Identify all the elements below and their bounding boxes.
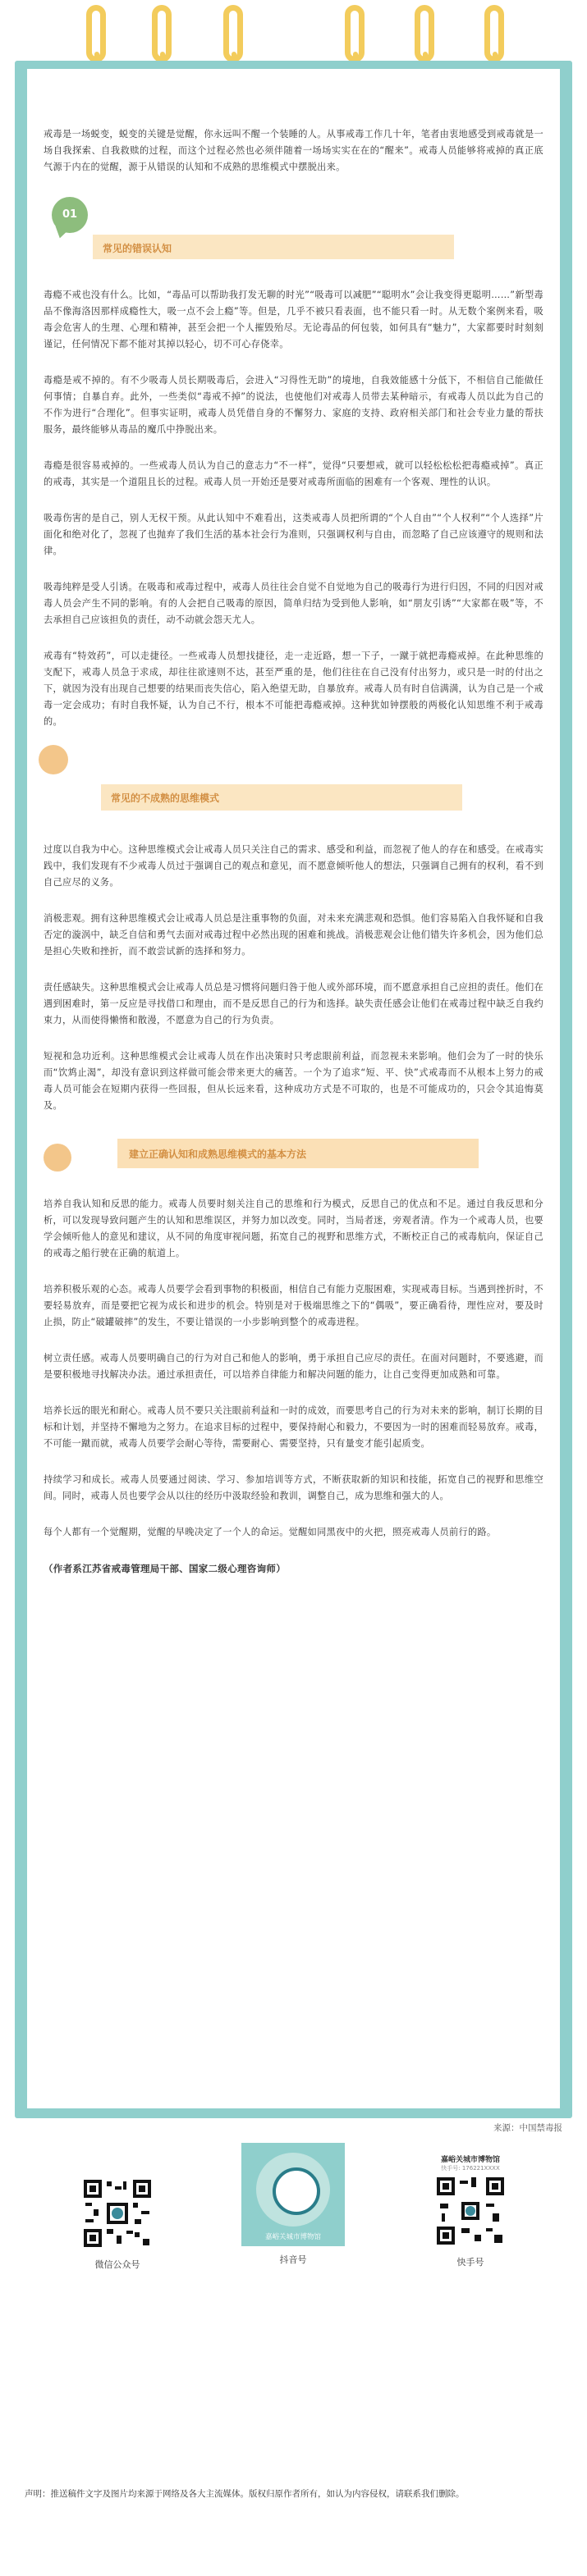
section-1-header — [44, 197, 543, 254]
ring — [223, 5, 243, 62]
section-title-bar — [101, 784, 462, 811]
kuaishou-title: 嘉峪关城市博物馆 — [440, 2156, 500, 2164]
section-title-bar — [93, 235, 454, 259]
qr-code-icon — [82, 2178, 153, 2249]
section-title-bar — [117, 1139, 479, 1168]
source-credit: 来源：中国禁毒报 — [493, 2123, 562, 2133]
paragraph: 吸毒纯粹是受人引诱。在吸毒和戒毒过程中，戒毒人员往往会自觉不自觉地为自己的吸毒行为进行归因，不同的归因对戒毒人员会产生不同的影响。有的人会把自己吸毒的原因，简单归结为受到他人影响，如“朋友引诱”“大家都在吸”等，不去承担自己应该担负的责任，动不动就会怨天尤人。 — [44, 582, 543, 625]
paragraph: 短视和急功近利。这种思维模式会让戒毒人员在作出决策时只考虑眼前利益，而忽视未来影响。他们会为了一时的快乐而“饮鸩止渴”，却没有意识到这样做可能会带来更大的痛苦。一个为了追求“短、平、快”式戒毒而不从根本上努力的戒毒人员可能会在短期内获得一些回报，但从长远来看，这种成功方式是不可取的，也是不可能成功的，只会令其追悔莫及。 — [44, 1051, 543, 1111]
section-1-title: 常见的错误认知 — [103, 243, 172, 254]
ring — [484, 5, 504, 62]
qr-wechat[interactable] — [82, 2178, 153, 2271]
section-number-badge: 01 — [52, 197, 88, 233]
ring — [345, 5, 365, 62]
decor-circle — [44, 1144, 71, 1172]
paragraph: 毒瘾不戒也没有什么。比如，“毒品可以帮助我打发无聊的时光”“吸毒可以减肥”“聪明水”会让我变得更聪明……”新型毒品不像海洛因那样成瘾性大，吸一点不会上瘾”等。但是，几乎不被只看表面，也不能只看一时。从无数个案例来看，吸毒会危害人的生理、心理和精神，甚至会把一个人摧毁殆尽。无论毒品的何包装，如何具有“魅力”，大家都要时时刻刻谨记，任何情况下都不能对其掉以轻心，切不可心存侥幸。 — [44, 290, 543, 349]
section-2-header — [44, 750, 543, 804]
ring — [86, 5, 106, 62]
author-note: （作者系江苏省戒毒管理局干部、国家二级心理咨询师） — [44, 1563, 286, 1574]
paragraph: 每个人都有一个觉醒期，觉醒的早晚决定了一个人的命运。觉醒如同黑夜中的火把，照亮戒毒人员前行的路。 — [44, 1527, 497, 1537]
paragraph: 毒瘾是戒不掉的。有不少吸毒人员长期吸毒后，会进入“习得性无助”的境地，自我效能感十分低下，不相信自己能做任何事情；自暴自弃。此外，一些类似“毒戒不掉”的说法，也使他们对戒毒人员带去某种暗示，有戒毒人员以此为自己的不作为进行“合理化”。但事实证明，戒毒人员凭借自身的不懈努力、家庭的支持、政府相关部门和社会专业力量的帮扶服务，最终能够从毒品的魔爪中挣脱出来。 — [44, 375, 543, 435]
qr-label: 快手号 — [456, 2257, 484, 2268]
paragraph: 树立责任感。戒毒人员要明确自己的行为对自己和他人的影响，勇于承担自己应尽的责任。在面对问题时，不要逃避，而是要积极地寻找解决办法。通过承担责任，可以培养自律能力和解决问题的能力，让自己变得更加成熟和可靠。 — [44, 1353, 543, 1380]
douyin-inner-caption: 嘉峪关城市博物馆 — [264, 2233, 321, 2241]
qr-code-icon — [435, 2176, 506, 2246]
ring — [415, 5, 434, 62]
qr-douyin[interactable] — [240, 2143, 346, 2266]
qr-label: 抖音号 — [279, 2254, 307, 2265]
disclaimer: 声明：推送稿件文字及图片均来源于网络及各大主流媒体。版权归原作者所有，如认为内容侵权，请联系我们删除。 — [25, 2489, 465, 2499]
qr-label: 微信公众号 — [94, 2259, 140, 2270]
section-3-header — [44, 1134, 543, 1178]
paragraph: 消极悲观。拥有这种思维模式会让戒毒人员总是注重事物的负面，对未来充满悲观和恐惧。他们容易陷入自我怀疑和自我否定的漩涡中，缺乏自信和勇气去面对戒毒过程中必然出现的困难和挑战。消极悲观会让他们错失许多机会，因为他们总是担心失败和挫折，而不敢尝试新的选择和努力。 — [44, 913, 543, 957]
decor-circle — [39, 745, 68, 774]
paragraph: 戒毒有“特效药”，可以走捷径。一些戒毒人员想找捷径，走一走近路，想一下子，一蹴于就把毒瘾戒掉。在此种思维的支配下，戒毒人员急于求成，却往往欲速则不达，甚至严重的是，他们往往在自己没有付出努力，或只是一时的付出之下，就因为没有出现自己想要的结果而丧失信心，陷入绝望无助，自暴放弃。戒毒人员有时自信满满，认为自己是一个戒毒一定会成功；有时自我怀疑，认为自己不行，根本不可能把毒瘾戒掉。这种犹如钟摆般的两极化认知思维不利于戒毒的。 — [44, 651, 543, 727]
ring — [152, 5, 172, 62]
section-3-title: 建立正确认知和成熟思维模式的基本方法 — [129, 1149, 307, 1160]
paragraph: 吸毒伤害的是自己，别人无权干预。从此认知中不难看出，这类戒毒人员把所谓的“个人自由”“个人权利”“个人选择”片面化和绝对化了，忽视了也抛弃了我们生活的基本社会行为准则，只强调权利与自由，而忽略了自己应该遵守的规则和法律。 — [44, 513, 543, 556]
paragraph: 培养长远的眼光和耐心。戒毒人员不要只关注眼前利益和一时的成效，而要思考自己的行为对未来的影响，制订长期的目标和计划，并坚持不懈地为之努力。在追求目标的过程中，要保持耐心和毅力，不要因为一时的困难而轻易放弃。戒毒，不可能一蹴而就，戒毒人员要学会耐心等待，需要耐心、需要坚持，只有量变才能引起质变。 — [44, 1405, 543, 1449]
intro-paragraph: 戒毒是一场蜕变，蜕变的关键是觉醒，你永远叫不醒一个装睡的人。从事戒毒工作几十年，笔者由衷地感受到戒毒就是一场自我探索、自我救赎的过程，而这个过程必然也必须伴随着一场场实实在在的“醒来”。戒毒人员能够将戒掉的真正底气源于内在的觉醒，源于从错误的认知和不成熟的思维模式中摆脱出来。 — [44, 129, 543, 172]
kuaishou-sub: 快手号: 176221XXXX — [441, 2165, 500, 2172]
paragraph: 过度以自我为中心。这种思维模式会让戒毒人员只关注自己的需求、感受和利益，而忽视了他人的存在和感受。在戒毒实践中，我们发现有不少戒毒人员过于强调自己的观点和意见，而不愿意倾听他人的想法，只强调自己拥有的权利，看不到自己应尽的义务。 — [44, 844, 543, 888]
douyin-qr-card — [241, 2143, 345, 2246]
paragraph: 持续学习和成长。戒毒人员要通过阅读、学习、参加培训等方式，不断获取新的知识和技能，拓宽自己的视野和思维空间。同时，戒毒人员也要学会从以往的经历中汲取经验和教训，调整自己，成为思维和强大的人。 — [44, 1474, 543, 1501]
qr-kuaishou[interactable] — [425, 2154, 516, 2268]
article-content — [44, 126, 543, 1596]
paragraph: 毒瘾是很容易戒掉的。一些戒毒人员认为自己的意志力“不一样”，觉得“只要想戒，就可以轻松松松把毒瘾戒掉”。真正的戒毒，其实是一个道阻且长的过程。戒毒人员一开始还是要对戒毒所面临的困难有一个客观、理性的认识。 — [44, 460, 543, 487]
section-2-title: 常见的不成熟的思维模式 — [111, 792, 220, 804]
museum-emblem-icon — [273, 2167, 320, 2215]
paragraph: 培养积极乐观的心态。戒毒人员要学会看到事物的积极面，相信自己有能力克服困难，实现戒毒目标。当遇到挫折时，不要轻易放弃，而是要把它视为成长和进步的机会。特别是对于极端思维之下的“偶吸”，要正确看待，理性应对，要及时止损，防止“破罐破摔”的发生，不要让错误的一小步影响到整个的戒毒进程。 — [44, 1284, 543, 1327]
notebook-frame — [15, 61, 572, 2118]
article-paper — [27, 69, 560, 2108]
paragraph: 责任感缺失。这种思维模式会让戒毒人员总是习惯将问题归咎于他人或外部环境，而不愿意承担自己应担的责任。他们在遇到困难时，第一反应是寻找借口和理由，而不是反思自己的行为和选择。缺失责任感会让他们在戒毒过程中缺乏自我约束力，从而使得懒惰和散漫，不愿意为自己的行为负责。 — [44, 982, 543, 1025]
paragraph: 培养自我认知和反思的能力。戒毒人员要时刻关注自己的思维和行为模式，反思自己的优点和不足。通过自我反思和分析，可以发现导致问题产生的认知和思维误区，并努力加以改变。同时，当局者迷，旁观者清。作为一个戒毒人员，也要学会倾听他人的意见和建议，从不同的角度审视问题，拓宽自己的视野和思维方式，不断校正自己的戒毒航向，保证自己的戒毒之船行驶在正确的航道上。 — [44, 1199, 543, 1258]
